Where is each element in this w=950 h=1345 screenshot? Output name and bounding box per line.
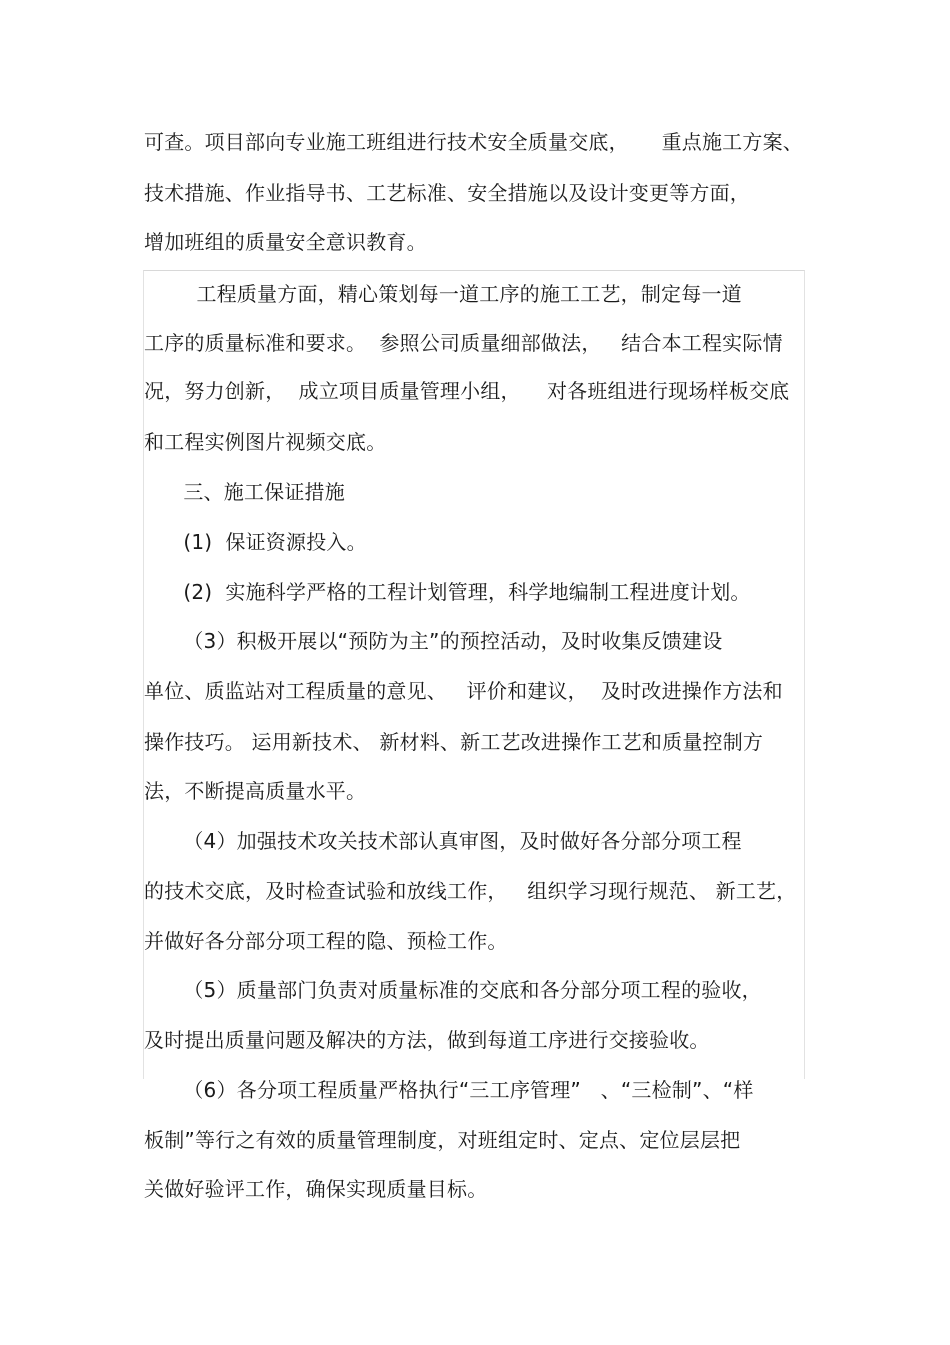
- text-line: （3）积极开展以“预防为主”的预控活动，及时收集反馈建设: [144, 629, 723, 653]
- text-line: 关做好验评工作，确保实现质量目标。: [144, 1177, 488, 1201]
- text-line: 增加班组的质量安全意识教育。: [144, 230, 427, 254]
- text-line: (2) 实施科学严格的工程计划管理，科学地编制工程进度计划。: [144, 580, 751, 604]
- section-heading: 三、施工保证措施: [144, 480, 345, 504]
- text-line: 法，不断提高质量水平。: [144, 779, 367, 803]
- text-line: 况，努力创新， 成立项目质量管理小组， 对各班组进行现场样板交底: [144, 379, 790, 403]
- text-line: 工序的质量标准和要求。 参照公司质量细部做法， 结合本工程实际情: [144, 331, 783, 355]
- text-line: (1) 保证资源投入。: [144, 530, 367, 554]
- text-line: 单位、质监站对工程质量的意见、 评价和建议， 及时改进操作方法和: [144, 679, 783, 703]
- text-line: 的技术交底，及时检查试验和放线工作， 组织学习现行规范、 新工艺，: [144, 879, 797, 903]
- text-line: 及时提出质量问题及解决的方法，做到每道工序进行交接验收。: [144, 1028, 710, 1052]
- text-line: （6）各分项工程质量严格执行“三工序管理” 、“三检制”、“样: [144, 1078, 754, 1102]
- text-line: 和工程实例图片视频交底。: [144, 430, 387, 454]
- text-line: （5）质量部门负责对质量标准的交底和各分部分项工程的验收，: [144, 978, 762, 1002]
- text-line: 可查。项目部向专业施工班组进行技术安全质量交底， 重点施工方案、: [144, 130, 803, 154]
- text-line: （4）加强技术攻关技术部认真审图，及时做好各分部分项工程: [144, 829, 742, 853]
- text-line: 技术措施、作业指导书、工艺标准、安全措施以及设计变更等方面，: [144, 181, 750, 205]
- text-line: 板制”等行之有效的质量管理制度，对班组定时、定点、定位层层把: [144, 1128, 741, 1152]
- text-line: 操作技巧。 运用新技术、 新材料、新工艺改进操作工艺和质量控制方: [144, 730, 764, 754]
- text-line: 并做好各分部分项工程的隐、预检工作。: [144, 929, 508, 953]
- text-line: 工程质量方面，精心策划每一道工序的施工工艺，制定每一道: [144, 282, 742, 306]
